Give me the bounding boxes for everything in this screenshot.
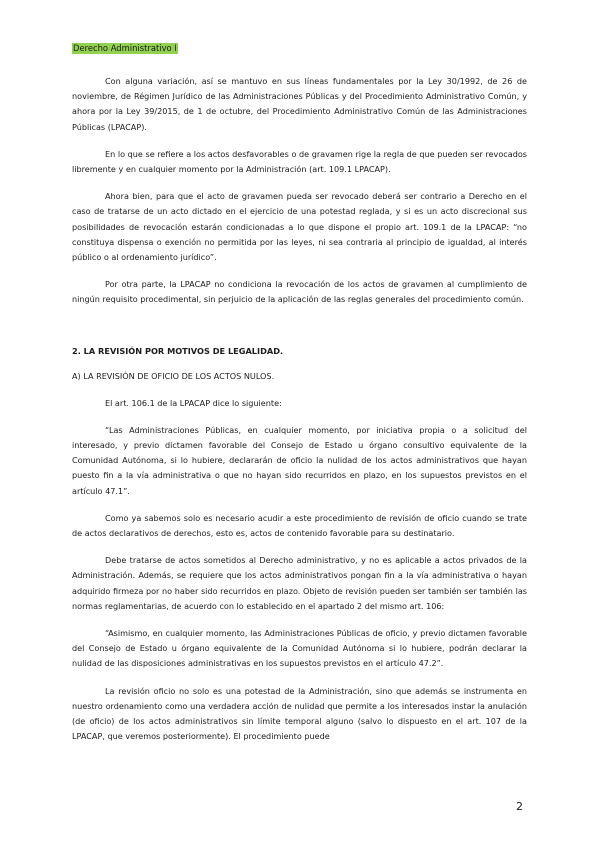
quote-art-106-2: “Asimismo, en cualquier momento, las Administraciones Públicas de oficio, y previo dictamen favorable del Consejo de Estado u órgano equivalente de la Comunidad Autónoma si lo hubiere, podrán declarar la nulidad de las disposiciones administrativas en los supuestos previstos en el artículo 47.2”. bbox=[72, 628, 527, 669]
page-number: 2 bbox=[516, 800, 523, 813]
document-page bbox=[72, 36, 527, 757]
quote-art-106-1: “Las Administraciones Públicas, en cualquier momento, por iniciativa propia o a solicitud del interesado, y previo dictamen favorable del Consejo de Estado u órgano consultivo equivalente de la Comunidad Autónoma, si lo hubiere, declararán de oficio la nulidad de los actos administrativos que hayan puesto fin a la vía administrativa o que no hayan sido recurridos en plazo, en los supuestos previstos en el artículo 47.1”. bbox=[72, 424, 527, 496]
subsection-heading: A) LA REVISIÓN DE OFICIO DE LOS ACTOS NULOS. bbox=[72, 370, 275, 381]
paragraph-acto-gravamen: Ahora bien, para que el acto de gravamen pueda ser revocado deberá ser contrario a Derecho en el caso de tratarse de un acto dictado en el ejercicio de una potestad reglada, y si es un acto discrecional sus posibilidades de revocación estarán condicionadas a lo que dispone el propio art. 109.1 de la LPACAP: “no constituya dispensa o exención no permitida por las leyes, ni sea contraria al principio de igualdad, al interés público o al ordenamiento jurídico”. bbox=[72, 191, 527, 263]
paragraph-actos-declarativos: Como ya sabemos solo es necesario acudir a este procedimiento de revisión de oficio cuando se trate de actos declarativos de derechos, esto es, actos de contenido favorable para su destinatario. bbox=[72, 512, 527, 539]
paragraph-art-106-intro: El art. 106.1 de la LPACAP dice lo siguiente: bbox=[105, 397, 282, 408]
paragraph-actos-sometidos: Debe tratarse de actos sometidos al Derecho administrativo, y no es aplicable a actos privados de la Administración. Además, se requiere que los actos administrativos pongan fin a la vía administrativa o hayan adquirido firmeza por no haber sido recurridos en plazo. Objeto de revisión pueden ser también ser también las normas reglamentarias, de acuerdo con lo establecido en el apartado 2 del mismo art. 106: bbox=[72, 555, 527, 611]
paragraph-lpacap-revocacion: Por otra parte, la LPACAP no condiciona la revocación de los actos de gravamen al cumplimiento de ningún requisito procedimental, sin perjuicio de la aplicación de las reglas generales del procedimiento común. bbox=[72, 279, 527, 305]
paragraph-revision-oficio: La revisión oficio no solo es una potestad de la Administración, sino que además se instrumenta en nuestro ordenamiento como una verdadera acción de nulidad que permite a los interesados instar la anulación (de oficio) de los actos administrativos sin límite temporal alguno (salvo lo dispuesto en el art. 107 de la LPACAP, que veremos posteriormente). El procedimiento puede bbox=[72, 685, 527, 742]
paragraph-ley-30-1992: Con alguna variación, así se mantuvo en sus líneas fundamentales por la Ley 30/1992, de 26 de noviembre, de Régimen Jurídico de las Administraciones Públicas y del Procedimiento Administrativo Común, y ahora por la Ley 39/2015, de 1 de octubre, del Procedimiento Administrativo Común de las Administraciones Públicas (LPACAP). bbox=[72, 76, 527, 132]
section-heading: 2. LA REVISIÓN POR MOTIVOS DE LEGALIDAD. bbox=[72, 345, 284, 356]
document-header: Derecho Administrativo I bbox=[73, 43, 177, 53]
paragraph-actos-desfavorables: En lo que se refiere a los actos desfavorables o de gravamen rige la regla de que pueden ser revocados libremente y en cualquier momento por la Administración (art. 109.1 LPACAP). bbox=[72, 148, 527, 175]
